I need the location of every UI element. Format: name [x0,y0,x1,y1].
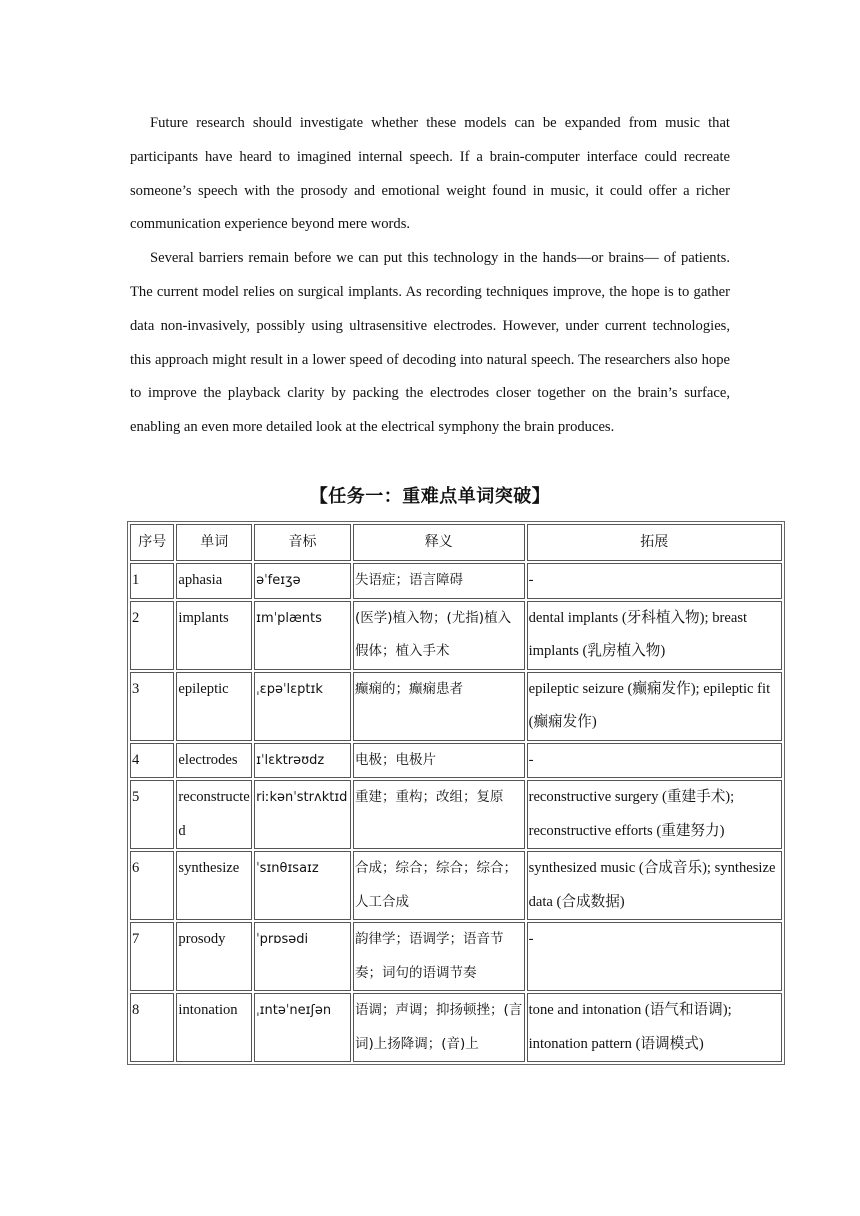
table-row [130,563,782,599]
header-extension: 拓展 [527,524,782,561]
cell-number: 8 [130,993,174,1062]
cell-phonetic: ˈprɒsədi [254,922,351,991]
header-number: 序号 [130,524,174,561]
table-row [130,780,782,849]
paragraph-2: Several barriers remain before we can put this technology in the hands—or brains— of patients. The current model relies on surgical implants. As recording techniques improve, the hope is to gather data non-invasively, possibly using ultrasensitive electrodes. However, under current technologies, this approach might result in a lower speed of decoding into natural speech. The researchers also hope to improve the playback clarity by packing the electrodes closer together on the brain’s surface, enabling an even more detailed look at the electrical symphony the brain produces. [130,250,730,436]
cell-number: 3 [130,672,174,741]
table-row [130,851,782,920]
cell-meaning: 重建；重构；改组；复原 [353,780,525,849]
cell-extension: - [527,743,782,779]
cell-extension: tone and intonation (语气和语调); intonation pattern (语调模式) [527,993,782,1062]
cell-word: intonation [176,993,252,1062]
table-row [130,672,782,741]
cell-meaning: 电极；电极片 [353,743,525,779]
table-row [130,922,782,991]
table-row [130,743,782,779]
cell-meaning-text: 语调；声调；抑扬顿挫；(言词)上扬降调；(音)上 [355,1002,523,1052]
paragraph-1: Future research should investigate whether these models can be expanded from music that participants have heard to imagined internal speech. If a brain-computer interface could recreate someone’s speech with the prosody and emotional weight found in music, it could offer a richer communication experience beyond mere words. [130,115,730,233]
cell-extension: - [527,563,782,599]
cell-meaning [353,993,525,1062]
cell-meaning: 失语症；语言障碍 [353,563,525,599]
cell-extension: - [527,922,782,991]
cell-word: implants [176,601,252,670]
cell-number: 7 [130,922,174,991]
cell-word: synthesize [176,851,252,920]
cell-number: 4 [130,743,174,779]
cell-word: aphasia [176,563,252,599]
cell-extension: dental implants (牙科植入物); breast implants (乳房植入物) [527,601,782,670]
cell-word: prosody [176,922,252,991]
cell-phonetic: ˈsɪnθɪsaɪz [254,851,351,920]
cell-phonetic: ɪmˈplænts [254,601,351,670]
body-text [130,107,730,445]
cell-number: 6 [130,851,174,920]
cell-meaning: 癫痫的；癫痫患者 [353,672,525,741]
cell-word: electrodes [176,743,252,779]
cell-number: 2 [130,601,174,670]
header-meaning: 释义 [353,524,525,561]
vocabulary-table [127,521,785,1065]
table-row [130,993,782,1062]
cell-extension: reconstructive surgery (重建手术); reconstructive efforts (重建努力) [527,780,782,849]
header-phonetic: 音标 [254,524,351,561]
cell-phonetic: əˈfeɪʒə [254,563,351,599]
cell-meaning: (医学)植入物；(尤指)植入假体；植入手术 [353,601,525,670]
cell-phonetic: ˌɪntəˈneɪʃən [254,993,351,1062]
section-title: 【任务一：重难点单词突破】 [309,486,551,507]
cell-number: 5 [130,780,174,849]
cell-meaning: 合成；综合；综合；综合；人工合成 [353,851,525,920]
cell-meaning: 韵律学；语调学；语音节奏；词句的语调节奏 [353,922,525,991]
cell-phonetic: ɪˈlɛktrəʊdz [254,743,351,779]
cell-word: reconstructed [176,780,252,849]
cell-phonetic: riːkənˈstrʌktɪd [254,780,351,849]
header-word: 单词 [176,524,252,561]
cell-number: 1 [130,563,174,599]
cell-phonetic: ˌɛpəˈlɛptɪk [254,672,351,741]
table-row [130,601,782,670]
cell-extension: epileptic seizure (癫痫发作); epileptic fit (癫痫发作) [527,672,782,741]
table-header-row [130,524,782,561]
cell-word: epileptic [176,672,252,741]
cell-extension: synthesized music (合成音乐); synthesize data (合成数据) [527,851,782,920]
